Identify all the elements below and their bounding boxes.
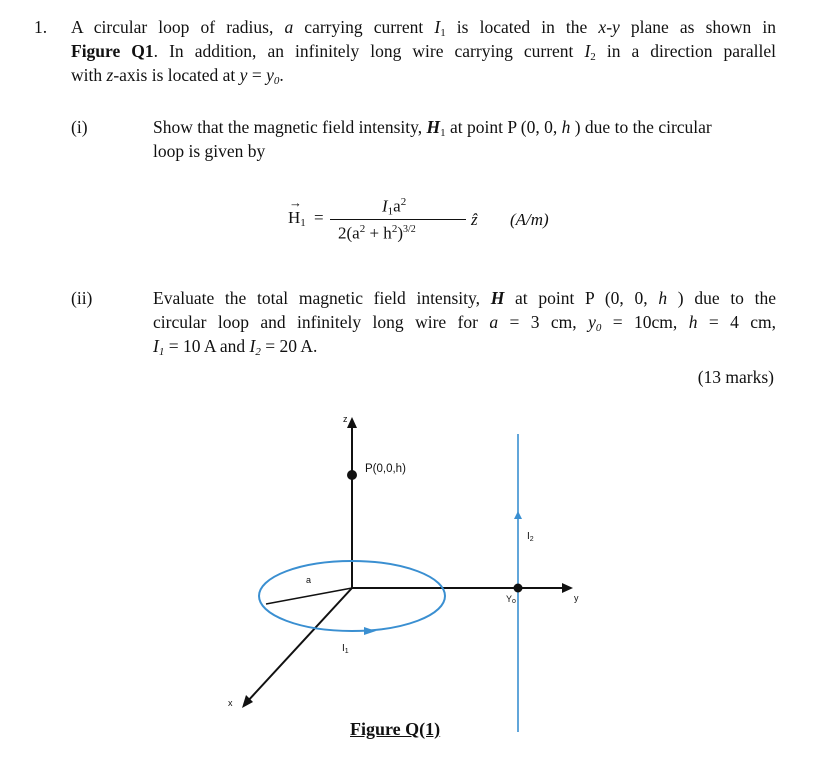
equation-denominator: $2(a^2 + h^2)^{3/2}$ xyxy=(338,223,416,243)
part-ii-line-2: circular loop and infinitely long wire for a = 3 cm, $y_0 = 10cm$, h = 4 cm, xyxy=(153,312,777,334)
y-axis-arrow-icon xyxy=(562,583,573,593)
part-i-line-1: Show that the magnetic field intensity, $H_1$ at point P (0, 0, h ) due to the circular xyxy=(153,117,712,139)
marks: (13 marks) xyxy=(697,367,774,387)
radius-label: a xyxy=(306,575,312,585)
intro-line-3: with z-axis is located at $y = y_0$. xyxy=(71,65,284,87)
part-i-line-2: loop is given by xyxy=(153,141,266,161)
equation-equals: = xyxy=(314,208,324,227)
point-p xyxy=(347,470,357,480)
wire-current-label: $I_2$ xyxy=(527,531,534,543)
point-p-label: P(0,0,h) xyxy=(365,463,406,475)
equation-lhs: → $H_1$ xyxy=(288,195,306,229)
z-axis-arrow-icon xyxy=(347,417,357,428)
y0-label: $Y_o$ xyxy=(506,594,516,605)
y-axis-label: y xyxy=(574,593,579,603)
equation-units: (A/m) xyxy=(510,210,549,229)
z-unit-vector: ẑ xyxy=(471,210,478,229)
part-i-label: (i) xyxy=(71,117,88,137)
loop-current-arrow-icon xyxy=(364,627,376,635)
part-ii-line-3: $I_1 = 10$ A and $I_2 = 20$ A. xyxy=(153,336,318,358)
part-ii-line-1: Evaluate the total magnetic field intensity, H at point P (0, 0, h ) due to the xyxy=(153,288,777,308)
part-ii-label: (ii) xyxy=(71,288,93,308)
x-axis-label: x xyxy=(228,698,233,708)
point-y0 xyxy=(514,584,523,593)
z-axis-label: z xyxy=(343,414,348,424)
intro-line-2: Figure Q1. In addition, an infinitely long wire carrying current $I_2$ in a direction parallel xyxy=(71,41,777,63)
question-number: 1. xyxy=(34,17,48,37)
loop-current-label: $I_1$ xyxy=(342,643,349,655)
wire-current-arrow-icon xyxy=(514,511,522,519)
equation-numerator: $I_1a^2$ xyxy=(382,196,407,218)
figure-caption: Figure Q(1) xyxy=(350,719,441,739)
intro-line-1: A circular loop of radius, a carrying current $I_1$ is located in the x-y plane as shown in xyxy=(71,17,776,39)
vector-arrow-icon: → H xyxy=(288,195,302,227)
